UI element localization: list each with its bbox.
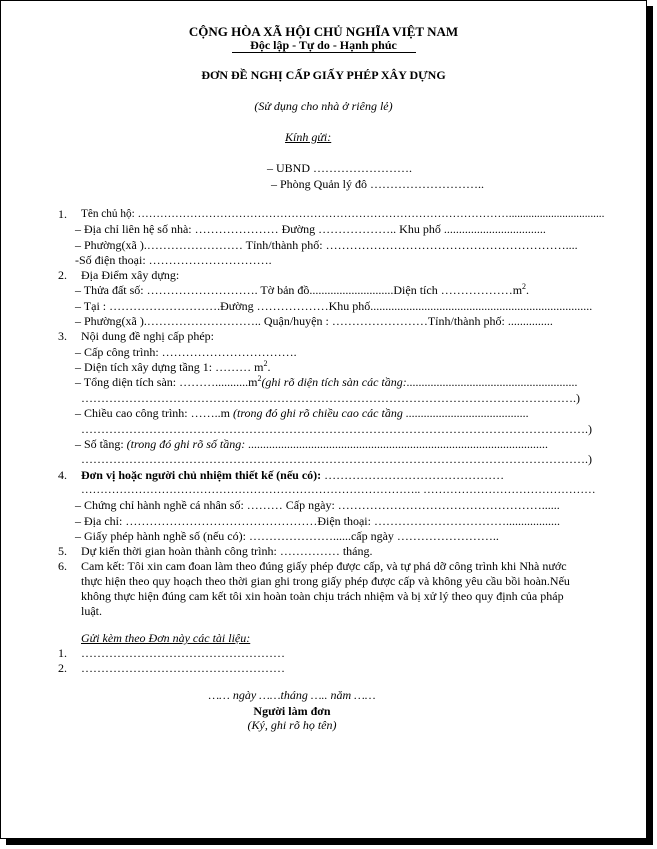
building-height-continued: ……………………………………………………………………………………………………………….) xyxy=(81,422,592,436)
ground-floor-area-line: – Diện tích xây dựng tầng 1: ……… $m^2$. xyxy=(75,359,271,374)
owner-name-line: Tên chủ hộ: ……………………………………………………………………………………….................................. xyxy=(81,208,605,220)
attachment-1: …………………………………………… xyxy=(81,646,285,660)
practice-certificate-line: – Chứng chỉ hành nghề cá nhân số: ……… Cấp ngày: ……………………………………………...... xyxy=(75,498,560,512)
designer-continued: …………………………………………………………………………….. ……………………………………… xyxy=(81,484,596,496)
signature-date: …… ngày ……tháng ….. năm …… xyxy=(208,688,376,702)
signature-title: Người làm đơn xyxy=(253,704,331,718)
section-2-number: 2. xyxy=(58,268,67,282)
building-grade-line: – Cấp công trình: ……………………………. xyxy=(75,345,297,359)
owner-ward-line: – Phường(xã ).…………………… Tỉnh/thành phố: …………………………………………………….... xyxy=(75,238,578,252)
floors-line: – Số tầng: (trong đó ghi rõ số tầng: .................................................................................................... xyxy=(75,437,549,451)
owner-address-line: – Địa chỉ liên hệ số nhà: ………………… Đường ……………….. Khu phố .................................. xyxy=(75,222,546,236)
permit-content-heading: Nội dung đề nghị cấp phép: xyxy=(81,329,214,343)
signature-note: (Ký, ghi rõ họ tên) xyxy=(247,718,337,732)
document xyxy=(1,1,646,838)
section-3-number: 3. xyxy=(58,329,67,343)
kinh-gui: Kính gửi: xyxy=(285,130,332,144)
attachments-heading: Gửi kèm theo Đơn này các tài liệu: xyxy=(81,631,251,645)
floors-continued: ……………………………………………………………………………………………………………….) xyxy=(81,452,592,466)
completion-time-line: Dự kiến thời gian hoàn thành công trình: …………… tháng. xyxy=(81,544,373,558)
land-plot-line: – Thửa đất số: ………………………. Tờ bản đồ............................Diện tích $\dots\dots\dots\dots\dots\dots m^2$. xyxy=(75,282,530,297)
recipient-ubnd: – UBND ……………………. xyxy=(267,161,413,175)
site-ward-line: – Phường(xã ).……………………….. Quận/huyện : ……………………Tỉnh/thành phố: ............... xyxy=(75,314,553,328)
section-5-number: 5. xyxy=(58,544,67,558)
attachment-2-number: 2. xyxy=(58,661,67,675)
designer-address-line: – Địa chỉ: …………………………………………Điện thoại: …………………………….................. xyxy=(75,514,560,528)
total-floor-area-line: – Tổng diện tích sàn: $\dots\dots\dots...........m^2(ghi$ rõ diện tích sàn các tầng:......................................................... xyxy=(75,374,578,389)
form-subtitle: (Sử dụng cho nhà ở riêng lẻ) xyxy=(254,99,393,113)
total-floor-area-continued: …………………………………………………………………………………………………………….) xyxy=(81,391,580,405)
owner-phone-line: -Số điện thoại: …………………………. xyxy=(75,253,272,267)
site-street-line: – Tại : ……………………….Đường ………………Khu phố.......................................................................... xyxy=(75,299,593,313)
attachment-1-number: 1. xyxy=(58,646,67,660)
attachment-2: …………………………………………… xyxy=(81,661,285,675)
building-height-line: – Chiều cao công trình: ……..m (trong đó ghi rõ chiều cao các tầng ......................................... xyxy=(75,406,529,420)
recipient-phong: – Phòng Quản lý đô ……………………….. xyxy=(271,177,484,191)
commitment-line-3: không thực hiện đúng cam kết tôi xin hoàn toàn chịu trách nhiệm và bị xử lý theo quy định của pháp xyxy=(81,589,564,603)
section-4-number: 4. xyxy=(58,468,67,482)
site-heading: Địa Điểm xây dựng: xyxy=(81,268,180,282)
section-1-number: 1. xyxy=(58,207,67,221)
practice-license-line: – Giấy phép hành nghề số (nếu có): …………………......cấp ngày …………………….. xyxy=(75,529,499,543)
commitment-line-1: Cam kết: Tôi xin cam đoan làm theo đúng giấy phép được cấp, và tự phá dỡ công trình khi Nhà nước xyxy=(81,559,567,573)
motto-underline xyxy=(232,52,416,53)
commitment-line-2: thực hiện theo quy hoạch theo thời gian ghi trong giấy phép được cấp và không yêu cầu bồi hoàn.Nếu xyxy=(81,574,570,588)
form-title: ĐƠN ĐỀ NGHỊ CẤP GIẤY PHÉP XÂY DỰNG xyxy=(201,68,446,82)
country-header: CỘNG HÒA XÃ HỘI CHỦ NGHĨA VIỆT NAM xyxy=(188,24,459,39)
commitment-line-4: luật. xyxy=(81,604,102,618)
section-6-number: 6. xyxy=(58,559,67,573)
designer-line: Đơn vị hoặc người chủ nhiệm thiết kế (nếu có): ……………………………………… xyxy=(81,468,505,482)
motto: Độc lập - Tự do - Hạnh phúc xyxy=(250,38,397,52)
